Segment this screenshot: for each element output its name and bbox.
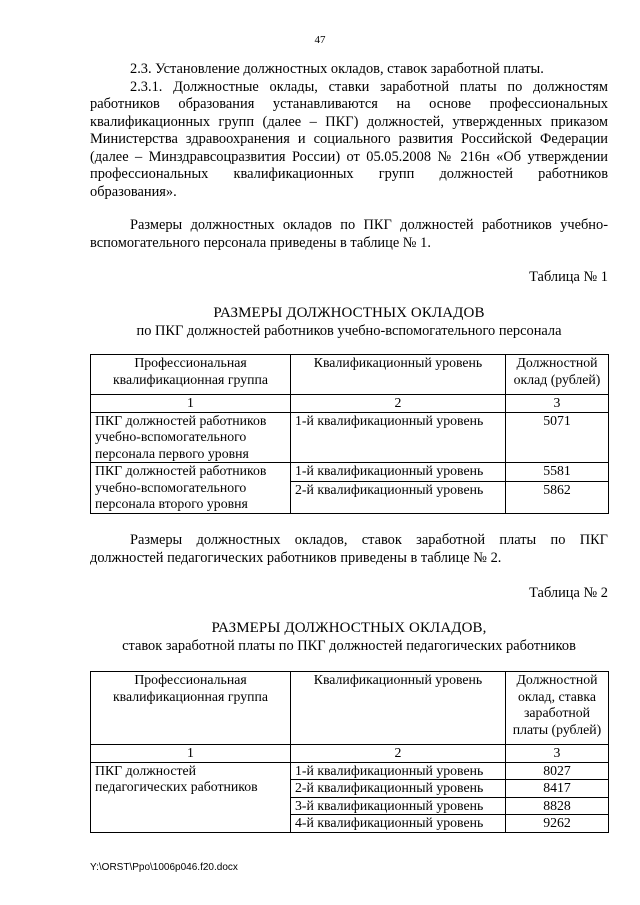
table2-level: 4-й квалификационный уровень bbox=[291, 815, 506, 833]
body-text-3 bbox=[90, 532, 608, 567]
table2-salary: 8828 bbox=[506, 797, 609, 815]
table1-subtitle: по ПКГ должностей работников учебно-вспомогательного персонала bbox=[136, 322, 562, 339]
body-text-2 bbox=[90, 217, 608, 252]
table2-header-level: Квалификационный уровень bbox=[291, 672, 506, 745]
table2-subtitle: ставок заработной платы по ПКГ должностей педагогических работников bbox=[122, 637, 576, 654]
table2-header-salary: Должностной оклад, ставка заработной платы (рублей) bbox=[506, 672, 609, 745]
table1-salary: 5071 bbox=[506, 412, 609, 463]
table-row bbox=[91, 412, 609, 463]
body-text-top bbox=[90, 61, 608, 201]
table1-title: РАЗМЕРЫ ДОЛЖНОСТНЫХ ОКЛАДОВ bbox=[213, 305, 485, 321]
table1-header-salary: Должностной оклад (рублей) bbox=[506, 355, 609, 395]
section-heading: 2.3. Установление должностных окладов, ставок заработной платы. bbox=[130, 61, 544, 77]
table2-header-group: Профессиональная квалификационная группа bbox=[91, 672, 291, 745]
table1-header-row bbox=[91, 355, 609, 395]
table1-colnum-row bbox=[91, 395, 609, 413]
table1-colnum: 1 bbox=[91, 395, 291, 413]
paragraph-1: 2.3.1. Должностные оклады, ставки заработной платы по должностям работников образования устанавливаются на основе профессиональных квалификационных групп (далее – ПКГ) должностей, утвержденных приказом Министерства здравоохранения и социального развития Российской Федерации (далее – Минздравсоцразвития России) от 05.05.2008 № 216н «Об утверждении профессиональных квалификационных групп должностей работников образования». bbox=[90, 78, 608, 200]
table1-colnum: 2 bbox=[291, 395, 506, 413]
table-row bbox=[91, 463, 609, 482]
table1-salary: 5581 bbox=[506, 463, 609, 482]
table1-level: 1-й квалификационный уровень bbox=[291, 412, 506, 463]
table2-title: РАЗМЕРЫ ДОЛЖНОСТНЫХ ОКЛАДОВ, bbox=[211, 620, 487, 636]
table2-level: 2-й квалификационный уровень bbox=[291, 780, 506, 798]
paragraph-2: Размеры должностных окладов по ПКГ должностей работников учебно-вспомогательного персонала приведены в таблице № 1. bbox=[90, 217, 608, 251]
table2 bbox=[90, 671, 609, 833]
table2-salary: 8417 bbox=[506, 780, 609, 798]
table1-salary: 5862 bbox=[506, 481, 609, 513]
table1-level: 2-й квалификационный уровень bbox=[291, 481, 506, 513]
footer-file-path: Y:\ORST\Ppo\1006p046.f20.docx bbox=[90, 862, 238, 873]
table1-header-level: Квалификационный уровень bbox=[291, 355, 506, 395]
table2-group-name: ПКГ должностей педагогических работников bbox=[91, 762, 291, 832]
table1-header-group: Профессиональная квалификационная группа bbox=[91, 355, 291, 395]
table2-level: 3-й квалификационный уровень bbox=[291, 797, 506, 815]
table2-salary: 8027 bbox=[506, 762, 609, 780]
table2-title-block bbox=[90, 620, 608, 655]
table1-level: 1-й квалификационный уровень bbox=[291, 463, 506, 482]
table1 bbox=[90, 354, 609, 514]
table2-colnum: 2 bbox=[291, 745, 506, 763]
table2-header-row bbox=[91, 672, 609, 745]
table2-label: Таблица № 2 bbox=[529, 585, 608, 601]
table1-label: Таблица № 1 bbox=[529, 269, 608, 285]
table1-group-name: ПКГ должностей работников учебно-вспомогательного персонала второго уровня bbox=[91, 463, 291, 514]
table2-colnum: 3 bbox=[506, 745, 609, 763]
table1-group-name: ПКГ должностей работников учебно-вспомогательного персонала первого уровня bbox=[91, 412, 291, 463]
paragraph-3: Размеры должностных окладов, ставок заработной платы по ПКГ должностей педагогических работников приведены в таблице № 2. bbox=[90, 532, 608, 566]
table2-salary: 9262 bbox=[506, 815, 609, 833]
table2-level: 1-й квалификационный уровень bbox=[291, 762, 506, 780]
table1-colnum: 3 bbox=[506, 395, 609, 413]
table1-title-block bbox=[90, 305, 608, 340]
table-row bbox=[91, 762, 609, 780]
page-number: 47 bbox=[314, 34, 326, 46]
table2-colnum: 1 bbox=[91, 745, 291, 763]
table2-colnum-row bbox=[91, 745, 609, 763]
